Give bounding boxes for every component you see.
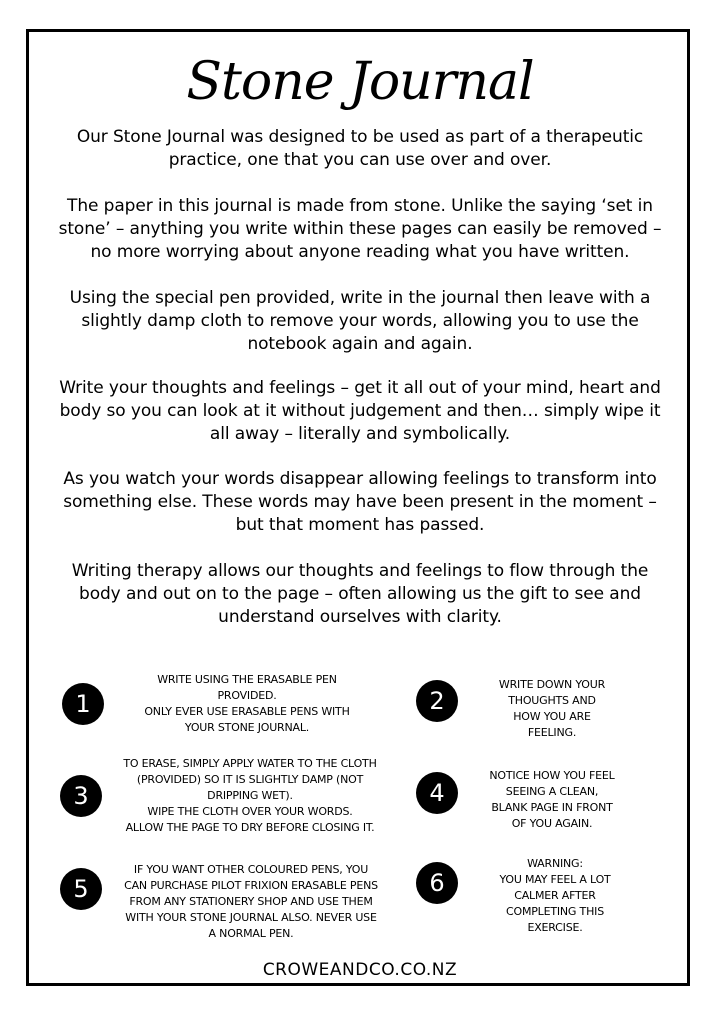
step-line: NOTICE HOW YOU FEEL: [489, 769, 615, 782]
step-line: HOW YOU ARE: [513, 710, 591, 723]
step-number-badge: 6: [416, 862, 458, 904]
step-line: FEELING.: [527, 726, 577, 739]
step-line: WIPE THE CLOTH OVER YOUR WORDS.: [147, 805, 353, 818]
paragraph-line: understand ourselves with clarity.: [218, 607, 502, 627]
step-line: EXERCISE.: [527, 921, 583, 934]
step-line: WRITE USING THE ERASABLE PEN: [157, 673, 337, 686]
step-line: THOUGHTS AND: [508, 694, 596, 707]
paragraph-line: Write your thoughts and feelings – get it all out of your mind, heart and: [59, 378, 661, 398]
step-line: CALMER AFTER: [514, 889, 596, 902]
thoughts-feelings-paragraph: [56, 377, 664, 446]
website-url: CROWEANDCO.CO.NZ: [262, 960, 458, 980]
paragraph-line: The paper in this journal is made from stone. Unlike the saying ‘set in: [67, 196, 653, 216]
step-instruction: [106, 862, 396, 942]
paragraph-line: notebook again and again.: [247, 334, 473, 354]
step-number-badge: 4: [416, 772, 458, 814]
step-line: BLANK PAGE IN FRONT: [491, 801, 613, 814]
step-line: IF YOU WANT OTHER COLOURED PENS, YOU: [133, 863, 369, 876]
step-line: ALLOW THE PAGE TO DRY BEFORE CLOSING IT.: [125, 821, 375, 834]
step-instruction: [112, 672, 382, 736]
stone-paper-paragraph: [56, 195, 664, 264]
step-line: ONLY EVER USE ERASABLE PENS WITH: [144, 705, 350, 718]
step-line: WRITE DOWN YOUR: [498, 678, 606, 691]
paragraph-line: body so you can look at it without judgement and then… simply wipe it: [59, 401, 661, 421]
step-number-badge: 3: [60, 775, 102, 817]
step-number-badge: 5: [60, 868, 102, 910]
paragraph-line: something else. These words may have been present in the moment –: [63, 492, 657, 512]
paragraph-line: Our Stone Journal was designed to be used as part of a therapeutic: [76, 127, 644, 147]
paragraph-line: practice, one that you can use over and over.: [168, 150, 552, 170]
step-line: YOUR STONE JOURNAL.: [184, 721, 310, 734]
paragraph-line: Using the special pen provided, write in the journal then leave with a: [69, 288, 651, 308]
paragraph-line: Writing therapy allows our thoughts and feelings to flow through the: [71, 561, 649, 581]
step-line: DRIPPING WET).: [207, 789, 293, 802]
paragraph-line: slightly damp cloth to remove your words, allowing you to use the: [81, 311, 639, 331]
step-line: PROVIDED.: [217, 689, 277, 702]
step-line: A NORMAL PEN.: [208, 927, 294, 940]
page-title: Stone Journal: [186, 52, 534, 112]
step-line: CAN PURCHASE PILOT FRIXION ERASABLE PENS: [124, 879, 378, 892]
step-line: OF YOU AGAIN.: [511, 817, 593, 830]
step-instruction: [470, 856, 640, 936]
step-line: (PROVIDED) SO IT IS SLIGHTLY DAMP (NOT: [136, 773, 364, 786]
step-instruction: [462, 768, 642, 832]
intro-paragraph: [56, 126, 664, 172]
paragraph-line: stone’ – anything you write within these pages can easily be removed –: [58, 219, 662, 239]
paragraph-line: all away – literally and symbolically.: [209, 424, 511, 444]
paragraph-line: but that moment has passed.: [235, 515, 485, 535]
step-line: WARNING:: [527, 857, 583, 870]
step-number-badge: 2: [416, 680, 458, 722]
step-line: FROM ANY STATIONERY SHOP AND USE THEM: [129, 895, 373, 908]
step-instruction: [462, 677, 642, 741]
paragraph-line: no more worrying about anyone reading what you have written.: [90, 242, 630, 262]
step-instruction: [102, 756, 398, 836]
step-line: WITH YOUR STONE JOURNAL ALSO. NEVER USE: [125, 911, 377, 924]
paragraph-line: body and out on to the page – often allowing us the gift to see and: [79, 584, 641, 604]
writing-therapy-paragraph: [56, 560, 664, 629]
words-disappear-paragraph: [56, 468, 664, 537]
special-pen-paragraph: [56, 287, 664, 356]
step-line: COMPLETING THIS: [506, 905, 604, 918]
step-line: TO ERASE, SIMPLY APPLY WATER TO THE CLOTH: [123, 757, 377, 770]
step-line: YOU MAY FEEL A LOT: [499, 873, 611, 886]
step-line: SEEING A CLEAN,: [505, 785, 599, 798]
paragraph-line: As you watch your words disappear allowing feelings to transform into: [63, 469, 657, 489]
step-number-badge: 1: [62, 683, 104, 725]
